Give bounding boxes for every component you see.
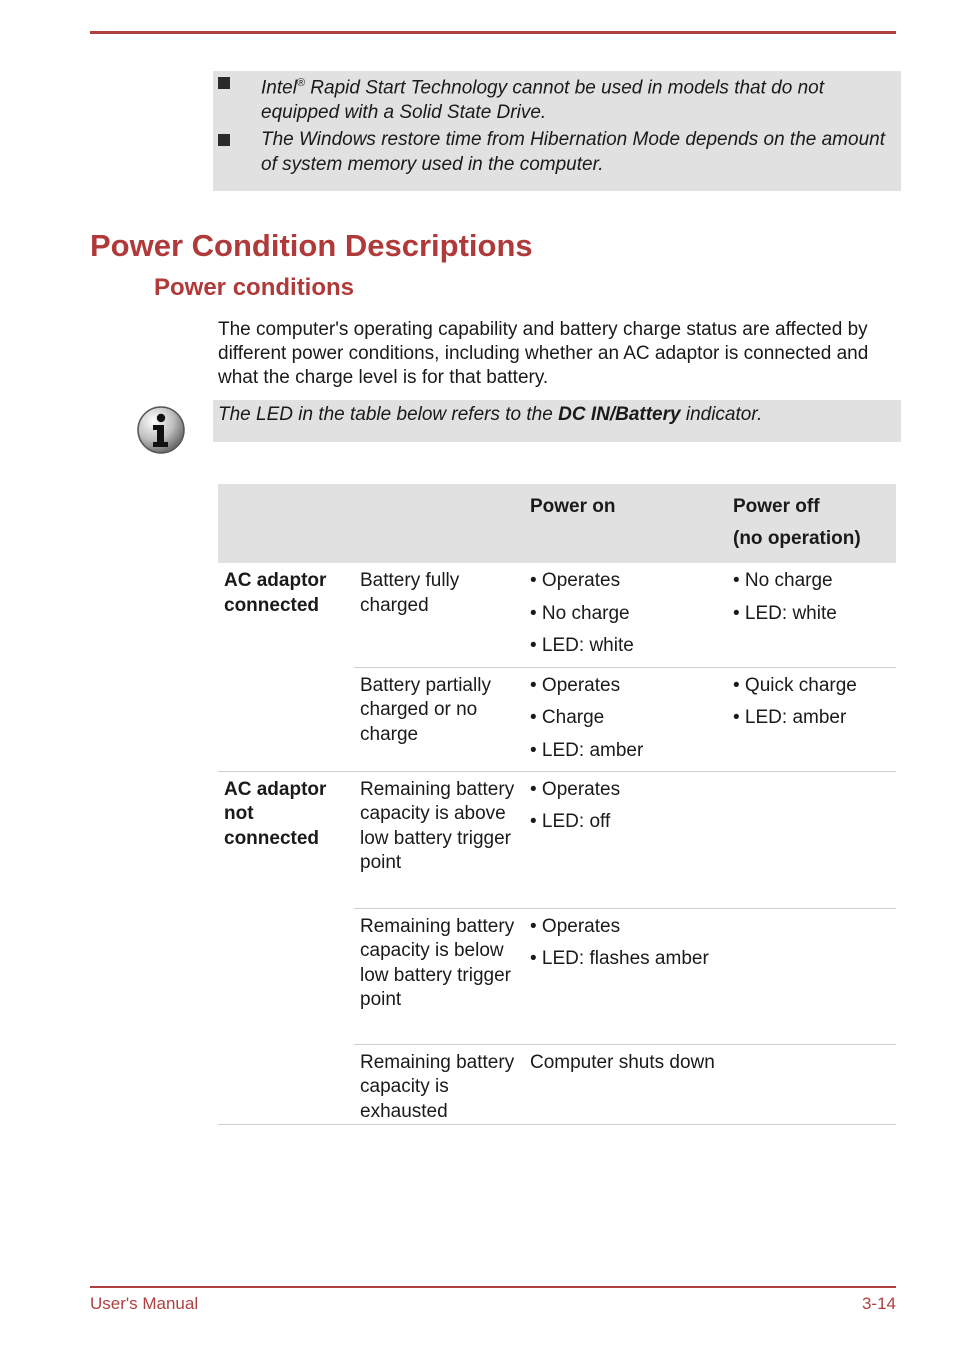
condition-cell: Remaining battery capacity is below low battery trigger point <box>354 908 524 1044</box>
page-number: 3-14 <box>861 1294 896 1313</box>
power-off-cell <box>727 771 896 908</box>
power-on-cell: • Operates • LED: off <box>524 771 727 908</box>
info-text: The LED in the table below refers to the DC IN/Battery indicator. <box>218 404 763 425</box>
note-item: Intel® Rapid Start Technology cannot be used in models that do not equipped with a Solid State Drive. <box>261 77 825 123</box>
info-box <box>213 400 901 442</box>
square-bullet-icon <box>218 134 230 146</box>
footer-title: User's Manual <box>90 1294 199 1313</box>
table-bottom-rule <box>218 1124 896 1125</box>
group-label: AC adaptor not connected <box>218 771 354 1132</box>
table-row <box>218 563 896 667</box>
condition-cell: Battery partially charged or no charge <box>354 667 524 771</box>
power-off-cell: • No charge • LED: white <box>733 570 837 624</box>
condition-cell: Battery fully charged <box>360 570 460 616</box>
table-row <box>218 771 896 908</box>
section-heading: Power Condition Descriptions <box>90 228 533 263</box>
table-header-row <box>218 484 896 563</box>
power-on-cell: • Operates • No charge • LED: white <box>530 570 634 656</box>
power-off-cell <box>727 908 896 1044</box>
power-on-cell: • Operates • LED: flashes amber <box>524 908 727 1044</box>
power-on-cell: Computer shuts down <box>524 1044 727 1132</box>
top-rule <box>90 31 896 34</box>
condition-cell: Remaining battery capacity is exhausted <box>354 1044 524 1132</box>
condition-cell: Remaining battery capacity is above low battery trigger point <box>354 771 524 908</box>
info-icon <box>136 405 186 455</box>
square-bullet-icon <box>218 77 230 89</box>
power-conditions-table <box>218 484 896 1132</box>
note-item: The Windows restore time from Hibernation Mode depends on the amount of system memory used in the computer. <box>261 129 885 175</box>
header-cell <box>354 484 524 563</box>
subsection-heading: Power conditions <box>154 274 355 301</box>
footer-rule <box>90 1286 896 1288</box>
power-off-cell <box>727 1044 896 1132</box>
power-on-cell: • Operates • Charge • LED: amber <box>524 667 727 771</box>
header-power-on: Power on <box>524 484 727 563</box>
header-cell <box>218 484 354 563</box>
group-label: AC adaptor connected <box>224 570 327 616</box>
power-off-cell: • Quick charge • LED: amber <box>727 667 896 771</box>
note-box <box>213 71 901 191</box>
header-power-off: Power off (no operation) <box>727 484 896 563</box>
intro-paragraph: The computer's operating capability and battery charge status are affected by different power conditions, including whether an AC adaptor is connected and what the charge level is for that battery. <box>218 319 869 388</box>
